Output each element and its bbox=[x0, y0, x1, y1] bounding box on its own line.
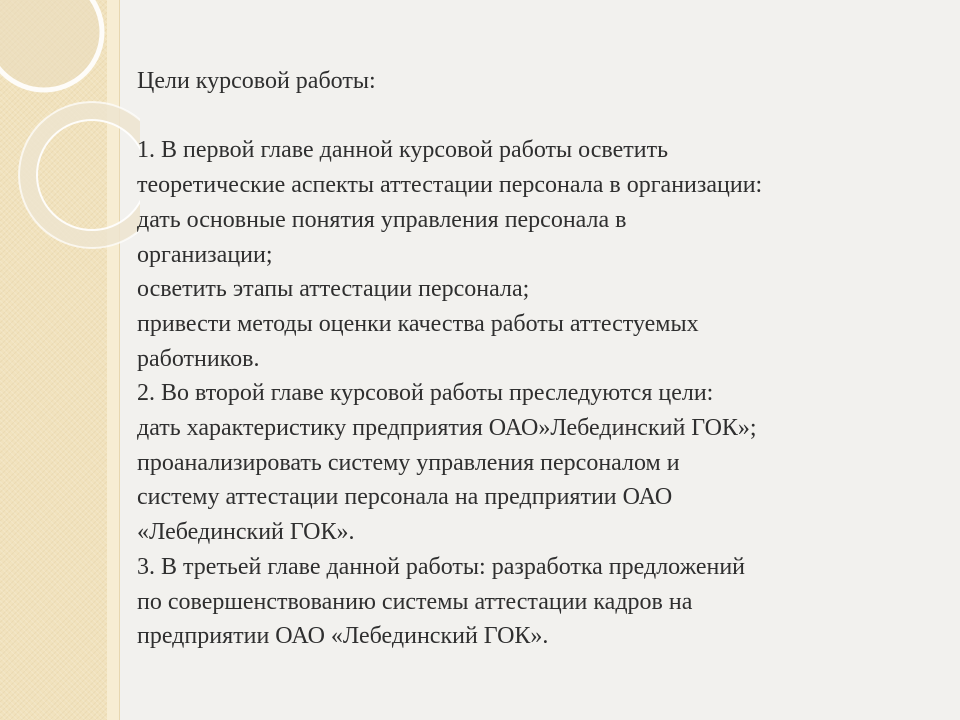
text-line: осветить этапы аттестации персонала; bbox=[137, 276, 530, 303]
slide-heading: Цели курсовой работы: bbox=[137, 68, 376, 94]
text-line: «Лебединский ГОК». bbox=[137, 519, 355, 546]
text-line: дать характеристику предприятия ОАО»Лебединский ГОК»; bbox=[137, 415, 757, 442]
text-line: проанализировать систему управления персоналом и bbox=[137, 449, 680, 476]
middle-ring-edge bbox=[37, 120, 140, 230]
text-line: 3. В третьей главе данной работы: разработка предложений bbox=[137, 553, 746, 580]
text-line: теоретические аспекты аттестации персонала в организации: bbox=[137, 172, 763, 199]
text-line: привести методы оценки качества работы аттестуемых bbox=[137, 310, 699, 337]
text-line: 1. В первой главе данной курсовой работы осветить bbox=[137, 137, 669, 164]
text-line: 2. Во второй главе курсовой работы преследуются цели: bbox=[137, 380, 714, 407]
text-line: предприятии ОАО «Лебединский ГОК». bbox=[137, 623, 549, 650]
text-line: дать основные понятия управления персонала в bbox=[137, 206, 627, 233]
text-line: организации; bbox=[137, 241, 273, 268]
decorative-rings bbox=[0, 0, 140, 260]
blank-line bbox=[137, 99, 927, 134]
text-line: по совершенствованию системы аттестации кадров на bbox=[137, 588, 693, 615]
text-line: систему аттестации персонала на предприятии ОАО bbox=[137, 484, 673, 511]
text-line: работников. bbox=[137, 345, 260, 372]
slide-content bbox=[137, 64, 927, 654]
